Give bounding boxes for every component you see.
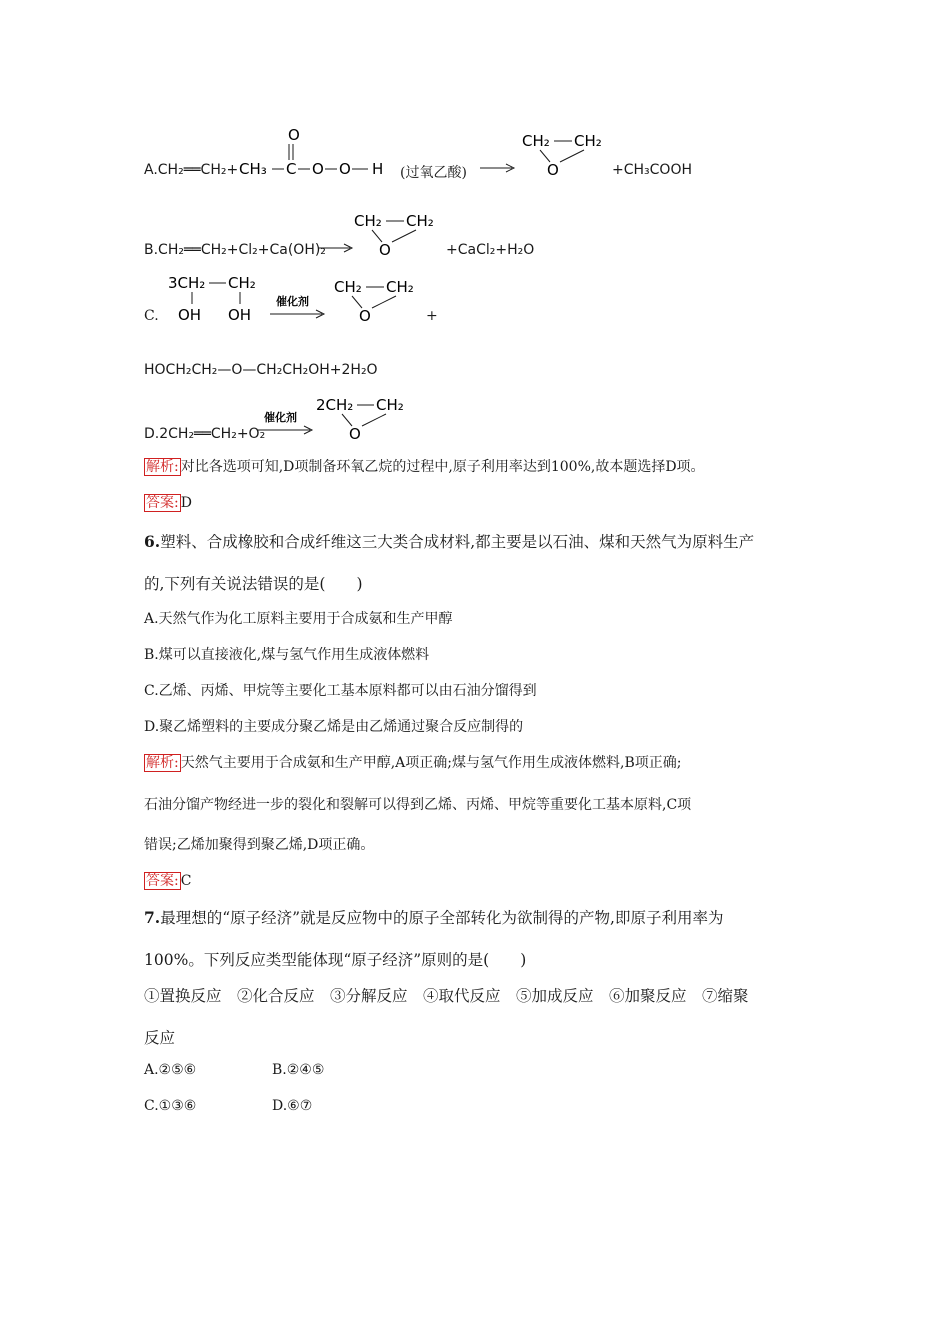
q6-analysis-line1 (144, 752, 681, 772)
q6-answer (144, 870, 191, 890)
analysis-text: 对比各选项可知,D项制备环氧乙烷的过程中,原子利用率达到100%,故本题选择D项。 (180, 459, 705, 475)
epoxide-left-carbon: CH₂ (522, 132, 550, 150)
q7-option-b: B.②④⑤ (272, 1062, 325, 1078)
q6-stem-line2: 的,下列有关说法错误的是( ) (144, 575, 363, 593)
ethylene-oxide-product-b (352, 206, 442, 260)
epoxide-right-carbon: CH₂ (406, 212, 434, 230)
q7-stem-line2: 100%。下列反应类型能体现“原子经济”原则的是( ) (144, 951, 527, 969)
hydroxyl-1: OH (178, 306, 202, 324)
catalyst-label: 催化剂 (264, 411, 297, 424)
ethylene-oxide-product-c (332, 272, 422, 326)
catalyst-arrow-d (256, 408, 316, 438)
option-c-plus: + (426, 308, 438, 324)
methyl-group: CH₃ (239, 160, 267, 178)
q6-option-d: D.聚乙烯塑料的主要成分聚乙烯是由乙烯通过聚合反应制得的 (144, 719, 524, 735)
question-text: 塑料、合成橡胶和合成纤维这三大类合成材料,都主要是以石油、煤和天然气为原料生产 (160, 533, 755, 551)
epoxide-left-carbon: CH₂ (354, 212, 382, 230)
q6-stem-line1 (144, 530, 754, 552)
epoxide-right-carbon: CH₂ (376, 396, 404, 414)
question-text: 最理想的“原子经济”就是反应物中的原子全部转化为欲制得的产物,即原子利用率为 (160, 909, 724, 927)
option-b-reactants: B.CH₂══CH₂+Cl₂+Ca(OH)₂ (144, 242, 326, 258)
epoxide-right-carbon: CH₂ (386, 278, 414, 296)
reaction-arrow (478, 160, 518, 174)
answer-value: D (180, 495, 192, 511)
option-a-byproduct: +CH₃COOH (612, 162, 692, 178)
epoxide-left-carbon: 2CH₂ (316, 396, 354, 414)
analysis-text: 天然气主要用于合成氨和生产甲醇,A项正确;煤与氢气作用生成液体燃料,B项正确; (180, 755, 682, 771)
q7-option-d: D.⑥⑦ (272, 1098, 313, 1114)
glycol-right-carbon: CH₂ (228, 274, 256, 292)
q6-option-a: A.天然气作为化工原料主要用于合成氨和生产甲醇 (144, 611, 453, 627)
q5-answer (144, 492, 192, 512)
answer-label: 答案: (146, 873, 179, 889)
answer-label: 答案: (146, 495, 179, 511)
epoxide-right-carbon: CH₂ (574, 132, 602, 150)
option-c-label: C. (144, 308, 159, 324)
question-number: 6. (144, 532, 161, 551)
option-a-reactant: A.CH₂══CH₂+ (144, 162, 239, 178)
q7-stem-line1 (144, 906, 723, 928)
q7-reaction-types-line2: 反应 (144, 1029, 176, 1047)
q7-option-c: C.①③⑥ (144, 1098, 197, 1114)
peroxy-oxygen-2: O (339, 160, 351, 178)
q7-reaction-types-line1: ①置换反应 ②化合反应 ③分解反应 ④取代反应 ⑤加成反应 ⑥加聚反应 ⑦缩聚 (144, 987, 749, 1005)
option-d-reactants: D.2CH₂══CH₂+O₂ (144, 426, 266, 442)
q6-option-b: B.煤可以直接液化,煤与氢气作用生成液体燃料 (144, 647, 430, 663)
ethylene-glycol-structure (166, 270, 266, 326)
question-number: 7. (144, 908, 161, 927)
analysis-label: 解析: (146, 755, 179, 771)
q5-analysis (144, 456, 705, 476)
answer-value: C (180, 873, 192, 889)
reaction-arrow (316, 240, 356, 254)
q6-option-c: C.乙烯、丙烯、甲烷等主要化工基本原料都可以由石油分馏得到 (144, 683, 537, 699)
peracetic-acid-label: (过氧乙酸) (400, 165, 467, 181)
q6-analysis-line2: 石油分馏产物经进一步的裂化和裂解可以得到乙烯、丙烯、甲烷等重要化工基本原料,C项 (144, 797, 692, 813)
epoxide-left-carbon: CH₂ (334, 278, 362, 296)
hydrogen: H (372, 160, 384, 178)
glycol-left-carbon: 3CH₂ (168, 274, 206, 292)
epoxide-oxygen: O (359, 307, 371, 325)
carbonyl-oxygen: O (288, 126, 300, 144)
ethylene-oxide-product-d (314, 390, 414, 444)
analysis-label: 解析: (146, 459, 179, 475)
ethylene-oxide-product-a (520, 126, 610, 180)
catalyst-arrow-c (268, 292, 328, 322)
option-c-byproducts: HOCH₂CH₂—O—CH₂CH₂OH+2H₂O (144, 362, 378, 378)
epoxide-oxygen: O (379, 241, 391, 259)
catalyst-label: 催化剂 (276, 295, 309, 308)
carbonyl-carbon: C (286, 160, 297, 178)
hydroxyl-2: OH (228, 306, 252, 324)
q6-analysis-line3: 错误;乙烯加聚得到聚乙烯,D项正确。 (144, 837, 375, 853)
epoxide-oxygen: O (547, 161, 559, 179)
option-b-byproducts: +CaCl₂+H₂O (446, 242, 535, 258)
peroxy-oxygen-1: O (312, 160, 324, 178)
epoxide-oxygen: O (349, 425, 361, 443)
q7-option-a: A.②⑤⑥ (144, 1062, 197, 1078)
peracetic-acid-structure (236, 124, 396, 184)
